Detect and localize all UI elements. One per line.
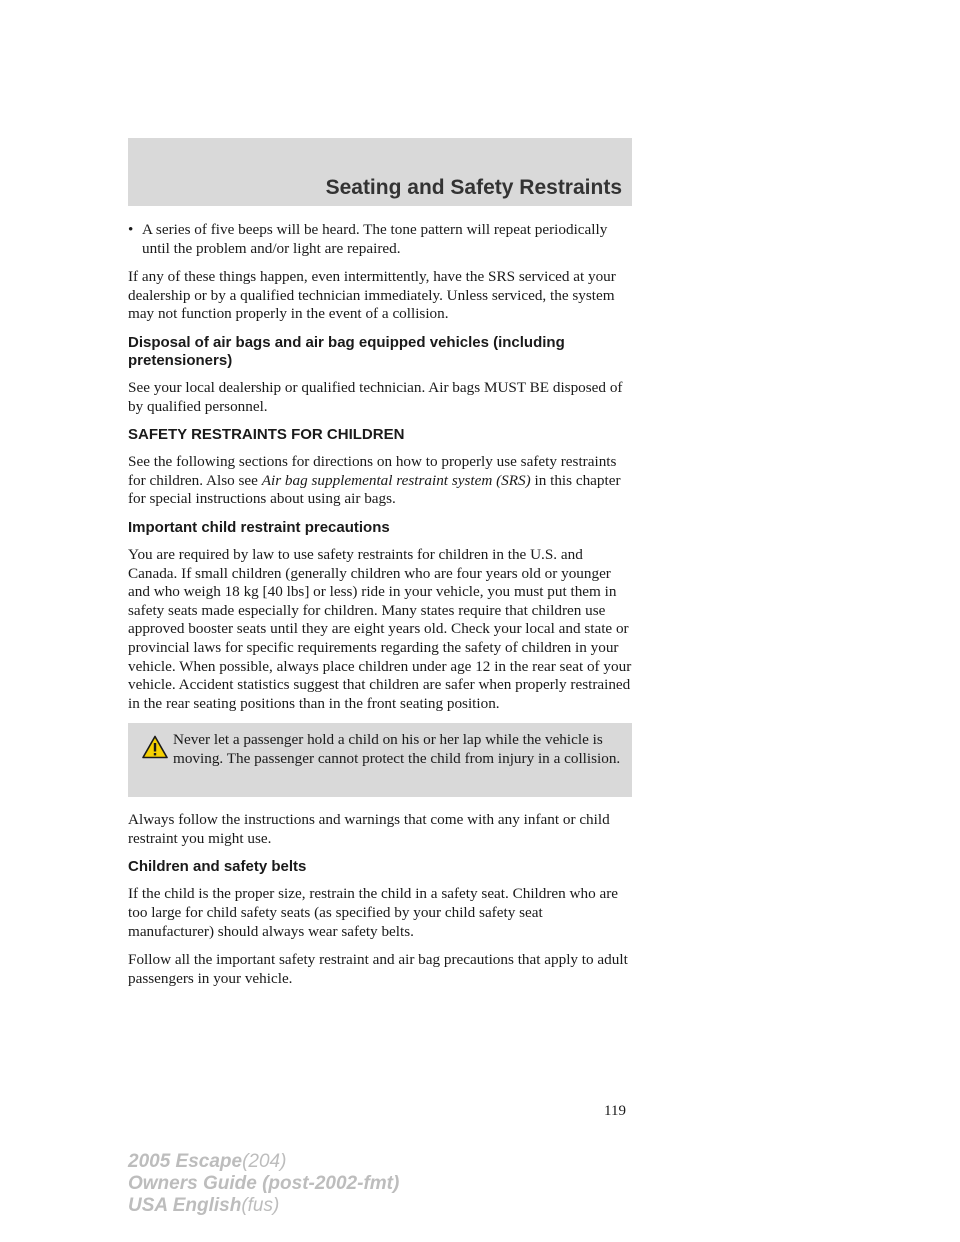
paragraph-children-before: See the following sections for directions on how to properly use safety restraints for children. Also see [128, 453, 617, 489]
warning-box [128, 723, 632, 797]
paragraph-service: If any of these things happen, even intermittently, have the SRS serviced at your dealership or by a qualified technician immediately. Unless serviced, the system may not function properly in the event of a collision. [128, 268, 616, 323]
footer-model: 2005 Escape [128, 1151, 243, 1172]
footer-language: USA English [128, 1195, 242, 1216]
cross-reference: Air bag supplemental restraint system (SRS) [261, 471, 531, 489]
chapter-title: Seating and Safety Restraints [325, 176, 622, 199]
footer-guide: Owners Guide (post-2002-fmt) [128, 1173, 400, 1194]
bullet-text: A series of five beeps will be heard. The tone pattern will repeat periodically until the problem and/or light are repaired. [142, 221, 608, 257]
footer-line-3 [128, 1195, 399, 1217]
footer-line-2 [128, 1173, 399, 1195]
bullet-mark: • [128, 221, 134, 238]
document-footer [128, 1151, 399, 1217]
warning-text: Never let a passenger hold a child on his or her lap while the vehicle is moving. The passenger cannot protect the child from injury in a collision. [173, 731, 621, 767]
heading-disposal: Disposal of air bags and air bag equipped vehicles (including pretensioners) [128, 333, 565, 369]
footer-language-code: (fus) [241, 1195, 280, 1216]
paragraph-disposal: See your local dealership or qualified technician. Air bags MUST BE disposed of by qualified personnel. [128, 378, 623, 415]
chapter-header-band [128, 138, 632, 206]
heading-precautions: Important child restraint precautions [128, 518, 390, 536]
footer-model-code: (204) [242, 1151, 287, 1172]
paragraph-children-after: in this chapter for special instructions about using air bags. [128, 471, 621, 508]
heading-belts: Children and safety belts [128, 858, 307, 876]
paragraph-precautions: You are required by law to use safety restraints for children in the U.S. and Canada. If small children (generally children who are four years old or younger and who weigh 18 kg [40 lbs] or less) ride in your vehicle, you must put them in safety seats made especially for children. Many states require that children use approved booster seats until they are eight years old. Check your local and state or provincial laws for specific requirements regarding the safety of children in your vehicle. When possible, always place children under age 12 in the rear seat of your vehicle. Accident statistics suggest that children are safer when properly restrained in the rear seating positions than in the front seating position. [128, 545, 632, 712]
footer-line-1 [128, 1151, 399, 1173]
heading-children: SAFETY RESTRAINTS FOR CHILDREN [128, 426, 405, 444]
paragraph-belts: If the child is the proper size, restrain the child in a safety seat. Children who are too large for child safety seats (as specified by your child safety seat manufacturer) should always wear safety belts. [128, 885, 619, 940]
page-content [128, 221, 632, 998]
list-item [128, 221, 632, 258]
paragraph-adult: Follow all the important safety restraint and air bag precautions that apply to adult passengers in your vehicle. [128, 951, 628, 987]
paragraph-children [128, 453, 632, 509]
page-number: 119 [604, 1103, 626, 1119]
paragraph-follow: Always follow the instructions and warnings that come with any infant or child restraint you might use. [128, 811, 610, 847]
warning-triangle-icon [142, 735, 168, 759]
